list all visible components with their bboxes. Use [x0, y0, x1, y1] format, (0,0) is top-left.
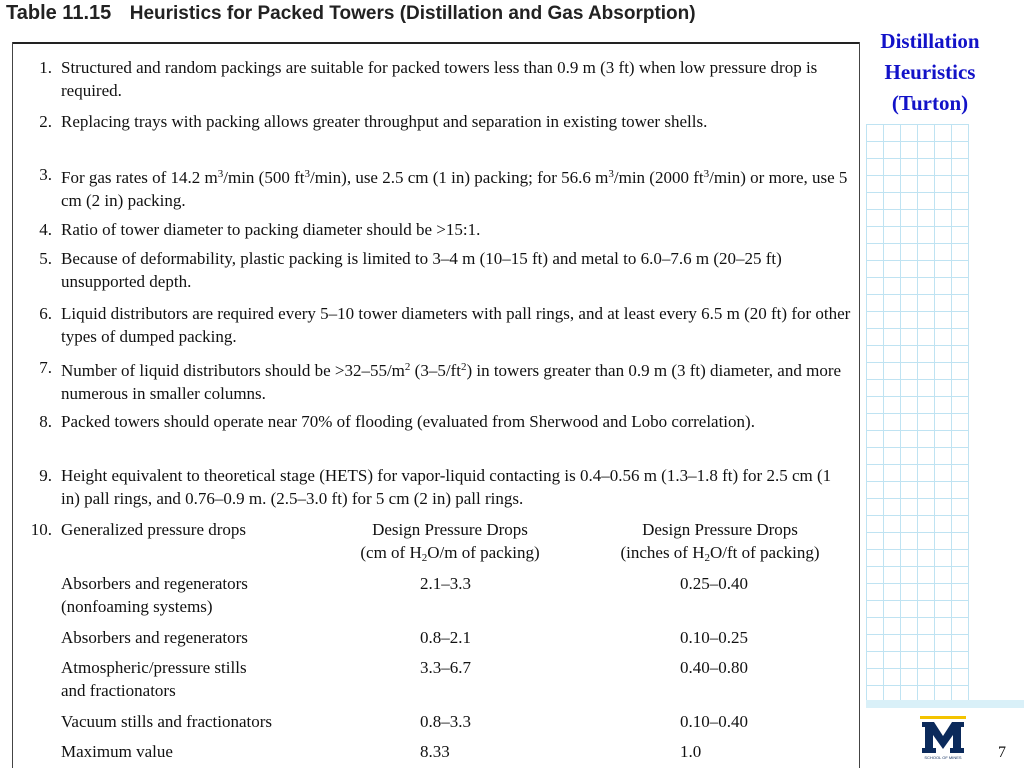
row-label-line: Absorbers and regenerators [61, 574, 248, 593]
table-top-rule [12, 42, 860, 44]
heuristic-item [24, 247, 854, 293]
item-text: Generalized pressure drops [61, 520, 247, 539]
metric-value: 0.8–3.3 [420, 712, 471, 731]
pressure-row-label [61, 656, 247, 702]
item-text-part: Number of liquid distributors should be >32–55/m [61, 361, 405, 380]
item-text: Structured and random packings are suitable for packed towers less than 0.9 m (3 ft) when low pressure drop is required. [61, 58, 818, 100]
item-text: Packed towers should operate near 70% of flooding (evaluated from Sherwood and Lobo correlation). [61, 412, 755, 431]
header-part: (cm of H [360, 543, 422, 562]
item-text-part: /min) or more, use 5 cm (2 in) packing. [61, 168, 848, 210]
heuristic-item [24, 218, 854, 241]
header-part: O/m of packing) [427, 543, 540, 562]
superscript: 3 [304, 168, 310, 180]
metric-header-line-2 [332, 541, 568, 570]
item-number: 5. [39, 249, 52, 268]
heuristic-item [24, 464, 854, 510]
imperial-value: 0.10–0.25 [680, 628, 748, 647]
row-label-line: (nonfoaming systems) [61, 597, 213, 616]
item-text: Height equivalent to theoretical stage (HETS) for vapor-liquid contacting is 0.4–0.56 m (1.3–1.8 ft) for 2.5 cm (1 in) pall rings, and 0.76–0.9 m. (2.5–3.0 ft) for 5 cm (2 in) pall rings. [61, 466, 832, 508]
item-number: 7. [39, 358, 52, 377]
row-label-line: Vacuum stills and fractionators [61, 712, 273, 731]
table-number: Table 11.15 [6, 2, 112, 24]
heuristic-item [24, 410, 854, 433]
item-number: 3. [39, 165, 52, 184]
block-m-icon [920, 716, 966, 764]
metric-value: 0.8–2.1 [420, 628, 471, 647]
item-number: 1. [39, 58, 52, 77]
imperial-value: 0.10–0.40 [680, 712, 748, 731]
heuristic-item [24, 56, 854, 102]
grid-decoration [866, 124, 969, 701]
metric-header-line-1: Design Pressure Drops [372, 520, 528, 539]
slide-title-line-3: (Turton) [891, 91, 969, 115]
slide-title [866, 26, 994, 119]
item-text-part: (3–5/ft [410, 361, 461, 380]
item-number: 2. [39, 112, 52, 131]
item-number: 4. [39, 220, 52, 239]
slide-title-line-2: Heuristics [884, 60, 976, 84]
row-label-line: Maximum value [61, 742, 173, 761]
imperial-header-line-2 [590, 541, 850, 570]
logo-caption: SCHOOL OF MINES [924, 755, 962, 760]
heuristic-item [24, 518, 324, 541]
item-text [61, 163, 854, 212]
pressure-row-label [61, 740, 173, 763]
university-logo [920, 716, 966, 764]
metric-value: 3.3–6.7 [420, 658, 471, 677]
superscript: 2 [404, 361, 411, 373]
heuristic-item [24, 356, 854, 405]
item-text [61, 356, 854, 405]
metric-value: 2.1–3.3 [420, 574, 471, 593]
superscript: 3 [608, 168, 614, 180]
table-heading [6, 2, 696, 25]
item-text: Because of deformability, plastic packing is limited to 3–4 m (10–15 ft) and metal to 6.0–7.6 m (20–25 ft) unsupported depth. [61, 249, 782, 291]
item-text: Replacing trays with packing allows greater throughput and separation in existing tower shells. [61, 112, 708, 131]
superscript: 3 [217, 168, 224, 180]
table-left-border [12, 42, 13, 768]
superscript: 2 [460, 361, 467, 373]
item-number: 8. [39, 412, 52, 431]
item-text: Liquid distributors are required every 5–10 tower diameters with pall rings, and at least every 6.5 m (20 ft) for other types of dumped packing. [61, 304, 851, 346]
item-number: 10. [30, 520, 52, 539]
metric-value: 8.33 [420, 742, 450, 761]
table-title: Heuristics for Packed Towers (Distillation and Gas Absorption) [129, 3, 696, 24]
heuristic-item [24, 110, 854, 133]
row-label-line: Absorbers and regenerators [61, 628, 248, 647]
item-text-part: For gas rates of 14.2 m [61, 168, 218, 187]
item-number: 9. [39, 466, 52, 485]
table-right-border [859, 42, 860, 768]
pressure-row-label [61, 626, 248, 649]
header-part: (inches of H [620, 543, 705, 562]
slide-title-line-1: Distillation [880, 29, 980, 53]
header-part: O/ft of packing) [710, 543, 820, 562]
item-text-part: ) in towers greater than 0.9 m (3 ft) diameter, and more numerous in smaller columns. [61, 361, 842, 403]
pressure-row-label [61, 572, 248, 618]
subscript: 2 [704, 552, 710, 564]
imperial-header-line-1: Design Pressure Drops [642, 520, 798, 539]
heuristic-item [24, 163, 854, 212]
imperial-column-header [590, 518, 850, 570]
item-text: Ratio of tower diameter to packing diameter should be >15:1. [61, 220, 481, 239]
item-text-part: /min), use 2.5 cm (1 in) packing; for 56.6 m [309, 168, 609, 187]
item-number: 6. [39, 304, 52, 323]
imperial-value: 0.40–0.80 [680, 658, 748, 677]
row-label-line: and fractionators [61, 681, 176, 700]
imperial-value: 1.0 [680, 742, 702, 761]
heuristic-item [24, 302, 854, 348]
metric-column-header [332, 518, 568, 570]
superscript: 3 [703, 168, 710, 180]
imperial-value: 0.25–0.40 [680, 574, 748, 593]
item-text-part: /min (500 ft [223, 168, 305, 187]
page-number: 7 [998, 744, 1006, 761]
item-text-part: /min (2000 ft [613, 168, 704, 187]
pressure-row-label [61, 710, 272, 733]
row-label-line: Atmospheric/pressure stills [61, 658, 247, 677]
subscript: 2 [421, 552, 428, 564]
bottom-band [866, 700, 1024, 708]
